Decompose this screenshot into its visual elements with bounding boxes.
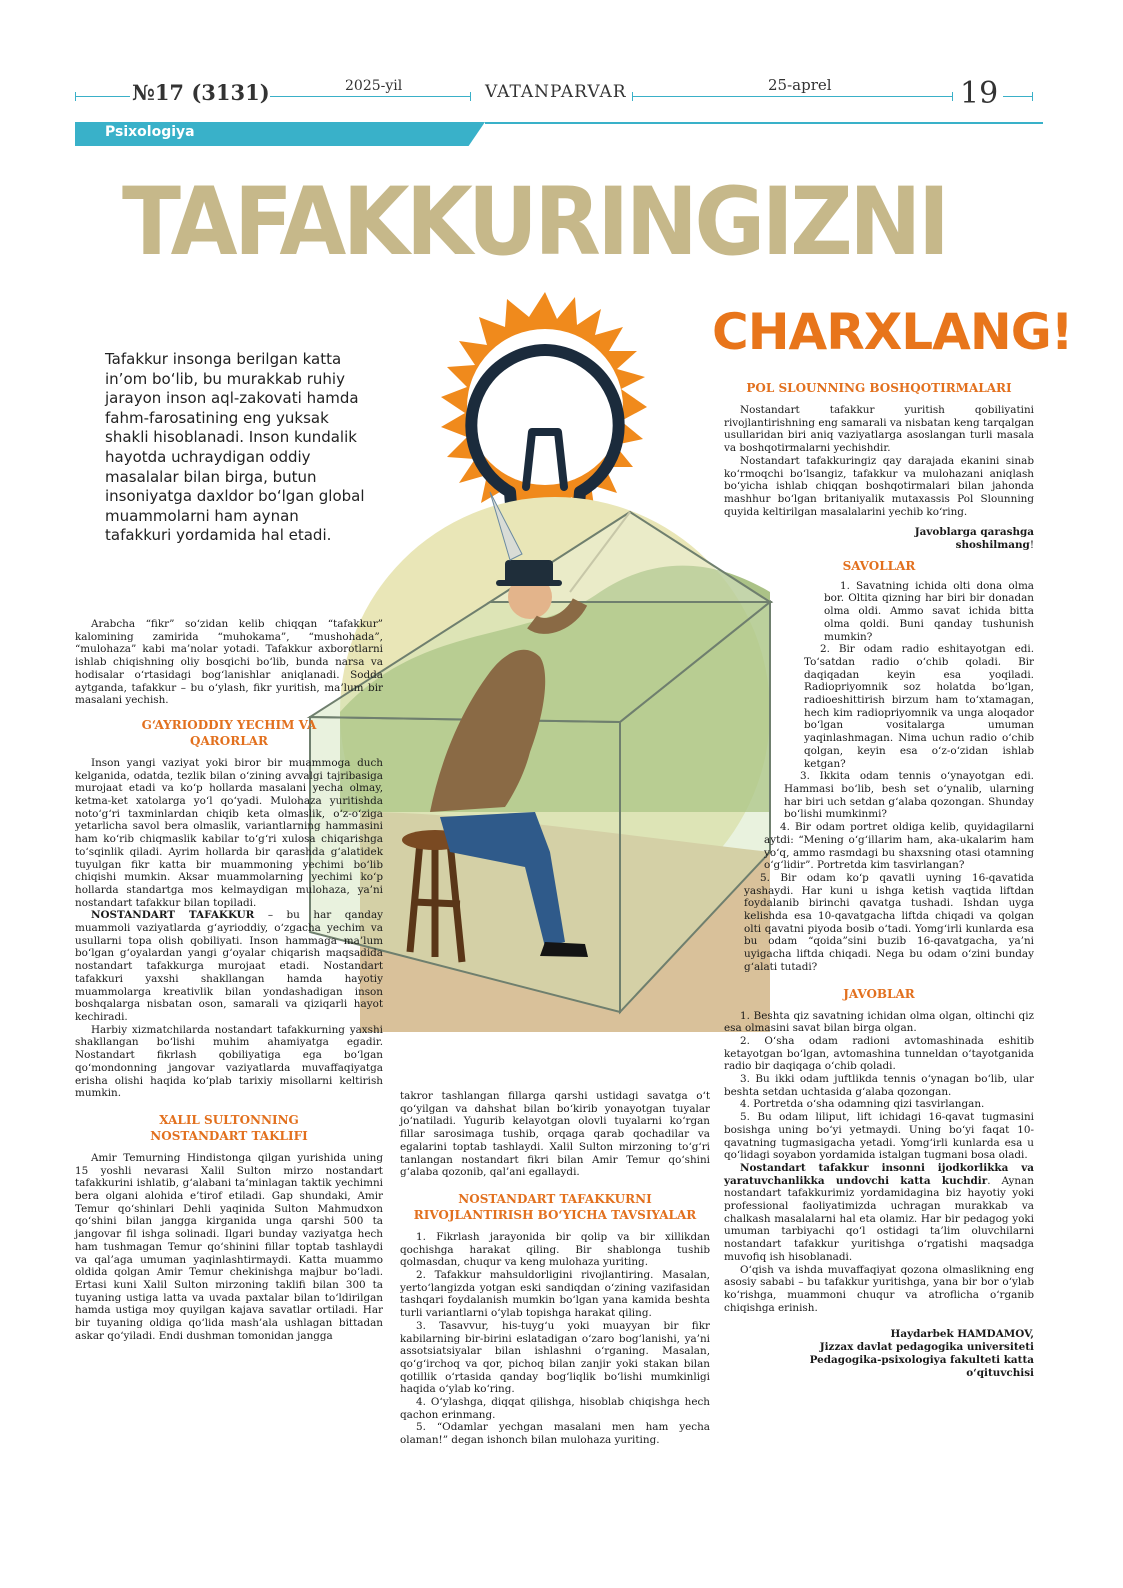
answer-item: 2. O‘sha odam radioni avtomashinada eshitib ketayotgan bo‘lgan, avtomashina tunneldan o‘tayotganida radio bir daqiqaga o‘chib qoladi. bbox=[724, 1034, 1034, 1073]
tip-item: 4. O‘ylashga, diqqat qilishga, hisoblab chiqishga hech qachon erinmang. bbox=[400, 1396, 710, 1421]
body-paragraph: Javoblarga qarashga shoshilmang! bbox=[914, 526, 1034, 552]
body-paragraph: Nostandart tafakkuringiz qay darajada ekanini sinab ko‘rmoqchi bo‘lsangiz, tafakkur va mulohazani aniqlash bo‘yicha ishlab chiqqan boshqotirmalari bilan jahonda mashhur bo‘lgan britaniyalik mutaxassis Pol Slounning quyida keltirilgan masalalarini yechib ko‘ring. bbox=[724, 454, 1034, 518]
author-name: Haydarbek HAMDAMOV, bbox=[890, 1328, 1034, 1341]
tip-item: 3. Tasavvur, his-tuyg‘u yoki muayyan bir fikr kabilarning bir-birini eslatadigan o‘zaro bog‘lanishi, ya’ni assotsiatsiyalar bilan ishlashni o‘rganing. Masalan, qo‘g‘irchoq va qor, pichoq bilan zanjir yoki stakan bilan qotillik o‘rtasida qanday bog‘liqlik bo‘lishi mumkinligi haqida o‘ylab ko‘ring. bbox=[400, 1319, 710, 1396]
question-item: 5. Bir odam ko‘p qavatli uyning 16-qavatida yashaydi. Har kuni u ishga ketish vaqtida liftdan foydalanib birinchi qavatga tushadi. Ishdan uyga kelishda esa 10-qavatgacha liftda chiqadi va qolgan olti qavatni piyoda bosib o‘tadi. Yomg‘irli kunlarda esa bu odam “qoida”sini buzib 16-qavatgacha, ya’ni uyigacha liftda chiqadi. Nega bu odam o‘zini bunday g‘alati tutadi? bbox=[744, 871, 1034, 973]
header-date: 25-aprel bbox=[768, 76, 832, 94]
section-heading: POL SLOUNNING BOSHQOTIRMALARI bbox=[746, 381, 1012, 395]
author-affiliation: Jizzax davlat pedagogika universiteti bbox=[819, 1341, 1034, 1354]
body-paragraph: Nostandart tafakkur yuritish qobiliyatini rivojlantirishning eng samarali va nisbatan keng tarqalgan usullaridan biri aniq vaziyatlarga asoslangan turli masala va boshqotirmalarni yechishdir. bbox=[724, 404, 1034, 455]
tip-item: 1. Fikrlash jarayonida bir qolip va bir xillikdan qochishga harakat qiling. Bir shablonga tushib qolmasdan, chuqur va keng mulohaza yuriting. bbox=[400, 1230, 710, 1269]
section-heading: SAVOLLAR bbox=[842, 558, 916, 573]
headline-second: CHARXLANG! bbox=[712, 303, 1073, 361]
middle-column bbox=[400, 1090, 710, 1447]
rubric-label: Psixologiya bbox=[105, 124, 195, 140]
question-item: 2. Bir odam radio eshitayotgan edi. To‘satdan radio o‘chib qoladi. Bir daqiqadan keyin esa yoqiladi. Radiopriyomnik soz holatda bo‘lgan, radioeshittirish birzum ham to‘xtamagan, hech kim radiopriyomnik va unga aloqador bo‘lgan vositalarga umuman yaqinlashmagan. Nima uchun radio o‘chib qolgan, keyin esa o‘z-o‘zidan ishlab ketgan? bbox=[804, 643, 1034, 770]
left-column bbox=[75, 618, 383, 1342]
body-paragraph: Nostandart tafakkur insonni ijodkorlikka va yaratuvchanlikka undovchi katta kuchdir. Aynan nostandart tafakkurimiz yordamidagina biz hayotiy yoki professional faoliyatimizda uchragan murakkab va chalkash masalalarni hal eta olamiz. Har bir pedagog yoki umuman tarbiyachi qo‘l ostidagi ta’lim oluvchilarni nostandart tafakkur yuritishga o‘rgatishi maqsadga muvofiq ish hisoblanadi. bbox=[724, 1161, 1034, 1263]
lead-paragraph: Tafakkur insonga berilgan katta in’om bo‘lib, bu murakkab ruhiy jarayon inson aql-zakovati hamda fahm-farosatining eng yuksak shakli hisoblanadi. Inson kundalik hayotda uchraydigan oddiy masalalar bilan birga, butun insoniyatga daxldor bo‘lgan global muammolarni ham aynan tafakkuri yordamida hal etadi. bbox=[105, 350, 365, 545]
body-paragraph: NOSTANDART TAFAKKUR – bu har qanday muammoli vaziyatlarda g‘ayrioddiy, o‘zgacha yechim va usullarni topa olish qobiliyati. Inson hammaga ma’lum bo‘lgan g‘oyalardan yangi g‘oyalar chiqarish maqsadida nostandart tafakkurga murojaat etadi. Nostandart tafakkuri yaxshi shakllangan hamda hayotiy muammolarga kreativlik bilan yondashadigan inson boshqalarga nisbatan oson, samarali va qiziqarli hayot kechiradi. bbox=[75, 909, 384, 1023]
author-signature bbox=[724, 1328, 1034, 1379]
section-heading: G‘AYRIODDIY YECHIM VA QARORLAR bbox=[141, 717, 317, 748]
answer-item: 5. Bu odam liliput, lift ichidagi 16-qavat tugmasini bosishga uning bo‘yi yetmaydi. Uning bo‘yi faqat 10-qavatning tugmasigacha yetadi. Yomg‘irli kunlarda esa u qo‘lidagi soyabon yordamida istalgan tugmani bosa oladi. bbox=[724, 1111, 1034, 1162]
tip-item: 2. Tafakkur mahsuldorligini rivojlantiring. Masalan, yerto‘langizda yotgan eski sandiqdan o‘zining vazifasidan tashqari foydalanish mumkin bo‘lgan yana kamida beshta turli variantlarni o‘ylab topishga harakat qiling. bbox=[400, 1269, 710, 1320]
body-paragraph: takror tashlangan fillarga qarshi ustidagi savatga o‘t qo‘yilgan va dahshat bilan bo‘kirib yonayotgan tuyalar jo‘natiladi. Yugurib kelayotgan olovli tuyalarni ko‘rgan fillar sarosimaga tushib, orqaga qarab qochadilar va egalarini toptab tashlaydi. Xalil Sulton mirzoning to‘g‘ri tanlangan nostandart fikri bilan Amir Temur qo‘shini g‘alaba qozonib, qal’ani egallaydi. bbox=[400, 1090, 710, 1179]
intro-paragraph: Arabcha “fikr” so‘zidan kelib chiqqan “tafakkur” kalomining zamirida “muhokama”, “mushohada”, “mulohaza” kabi ma’nolar yotadi. Tafakkur axborotlarni ishlab chiqishning oliy bosqichi bo‘lib, bunda narsa va hodisalar o‘rtasidagi bog‘lanishlar aniqlanadi. Sodda aytganda, tafakkur – bu o‘ylash, fikr yuritish, ma’lum bir masalani yechish. bbox=[75, 618, 383, 707]
section-heading: NOSTANDART TAFAKKURNI RIVOJLANTIRISH BO‘YICHA TAVSIYALAR bbox=[413, 1191, 697, 1222]
author-affiliation: Pedagogika-psixologiya fakulteti katta bbox=[809, 1353, 1034, 1366]
body-paragraph: Harbiy xizmatchilarda nostandart tafakkurning yaxshi shakllangan bo‘lishi muhim ahamiyatga egadir. Nostandart fikrlash qobiliyatiga ega bo‘lgan qo‘mondonning jangovar vaziyatlarda muvaffaqiyatga erisha olishi haqida ko‘plab tarixiy misollarni keltirish mumkin. bbox=[75, 1023, 383, 1100]
body-paragraph: Amir Temurning Hindistonga qilgan yurishida uning 15 yoshli nevarasi Xalil Sulton mirzo nostandart tafakkurini ishlatib, g‘alabani ta’minlagan taktik yechimni bera olgani alohida e’tirof etiladi. Gap shundaki, Amir Temur qo‘shinlari Dehli yaqinida Sulton Mahmudxon qo‘shini bilan jangga kirganida unga qarshi 500 ta jangovar fil ishga solinadi. Ilgari bunday vaziyatga hech ham tushmagan Temur qo‘shinini fillar toptab tashlaydi va qal’aga umuman yaqinlashtirmaydi. Katta muammo oldida qolgan Amir Temur chekinishga majbur bo‘ladi. Ertasi kuni Xalil Sulton mirzoning taklifi bilan 300 ta tuyaning ustiga latta va uvada paxtalar bilan to‘ldirilgan hamda ustiga moy quyilgan kajava savatlar ortiladi. Har bir tuyaning oldiga qo‘lida mash’ala ushlagan bittadan askar qo‘yiladi. Endi dushman tomonidan jangga bbox=[75, 1151, 383, 1342]
issue-number: №17 (3131) bbox=[132, 80, 270, 105]
header-year: 2025-yil bbox=[345, 78, 403, 94]
answer-item: 4. Portretda o‘sha odamning qizi tasvirlangan. bbox=[740, 1098, 985, 1111]
question-item: 1. Savatning ichida olti dona olma bor. Oltita qizning har biri bir donadan olma oldi. Ammo savat ichida bitta olma qoldi. Buni qanday tushunish mumkin? bbox=[824, 579, 1034, 643]
bold-lead: NOSTANDART TAFAKKUR bbox=[91, 909, 255, 922]
answer-item: 1. Beshta qiz savatning ichidan olma olgan, oltinchi qiz esa olmasini savat bilan birga olgan. bbox=[724, 1009, 1034, 1035]
question-item: 4. Bir odam portret oldiga kelib, quyidagilarni aytdi: “Mening o‘g‘illarim ham, aka-ukalarim ham yo‘q, ammo rasmdagi bu shaxsning otasi otamning o‘g‘lidir”. Portretda kim tasvirlangan? bbox=[764, 821, 1034, 872]
page-number: 19 bbox=[960, 76, 999, 111]
headline: TAFAKKURINGIZNI bbox=[122, 168, 947, 277]
right-column bbox=[724, 380, 1034, 1379]
section-heading: XALIL SULTONNING NOSTANDART TAKLIFI bbox=[150, 1112, 308, 1143]
body-paragraph: Inson yangi vaziyat yoki biror bir muammoga duch kelganida, odatda, tezlik bilan o‘zining avvalgi tajribasiga murojaat etadi va ko‘p hollarda masalani yecha olmay, ketma-ket xatolarga yo‘l qo‘yadi. Mulohaza yuritishda noto‘g‘ri taxminlardan chiqib keta olmaslik, o‘z-o‘ziga yetarlicha savol bera olmaslik, variantlarning hammasini ham ko‘rib chiqmaslik kabilar to‘g‘ri xulosa chiqarishga to‘sqinlik qiladi. Ayrim hollarda bir qarashda g‘alatidek tuyulgan fikr katta bir muammoning yechimi bo‘lib chiqishi mumkin. Aksar muammolarning yechimi ko‘p hollarda standartga mos kelmaydigan mulohaza, ya’ni nostandart tafakkur bilan topiladi. bbox=[75, 756, 383, 909]
rubric-line bbox=[485, 122, 1043, 124]
answer-item: 3. Bu ikki odam juftlikda tennis o‘ynagan bo‘lib, ular beshta setdan uchtasida g‘alaba qozongan. bbox=[724, 1073, 1034, 1098]
newspaper-name: VATANPARVAR bbox=[485, 82, 627, 102]
question-item: 3. Ikkita odam tennis o‘ynayotgan edi. Hammasi bo‘lib, besh set o‘ynalib, ularning har biri uch setdan g‘alaba qozongan. Shunday bo‘lishi mumkinmi? bbox=[784, 770, 1034, 821]
tip-item: 5. “Odamlar yechgan masalani men ham yecha olaman!” degan ishonch bilan mulohaza yuriting. bbox=[400, 1421, 710, 1447]
author-affiliation: o‘qituvchisi bbox=[966, 1366, 1034, 1379]
body-paragraph: O‘qish va ishda muvaffaqiyat qozona olmaslikning eng asosiy sababi – bu tafakkur yuritishga, yana bir bor o‘ylab ko‘rishga, muammoni chuqur va atroflicha o‘rganib chiqishga erinish. bbox=[724, 1263, 1034, 1314]
section-heading: JAVOBLAR bbox=[843, 986, 915, 1001]
